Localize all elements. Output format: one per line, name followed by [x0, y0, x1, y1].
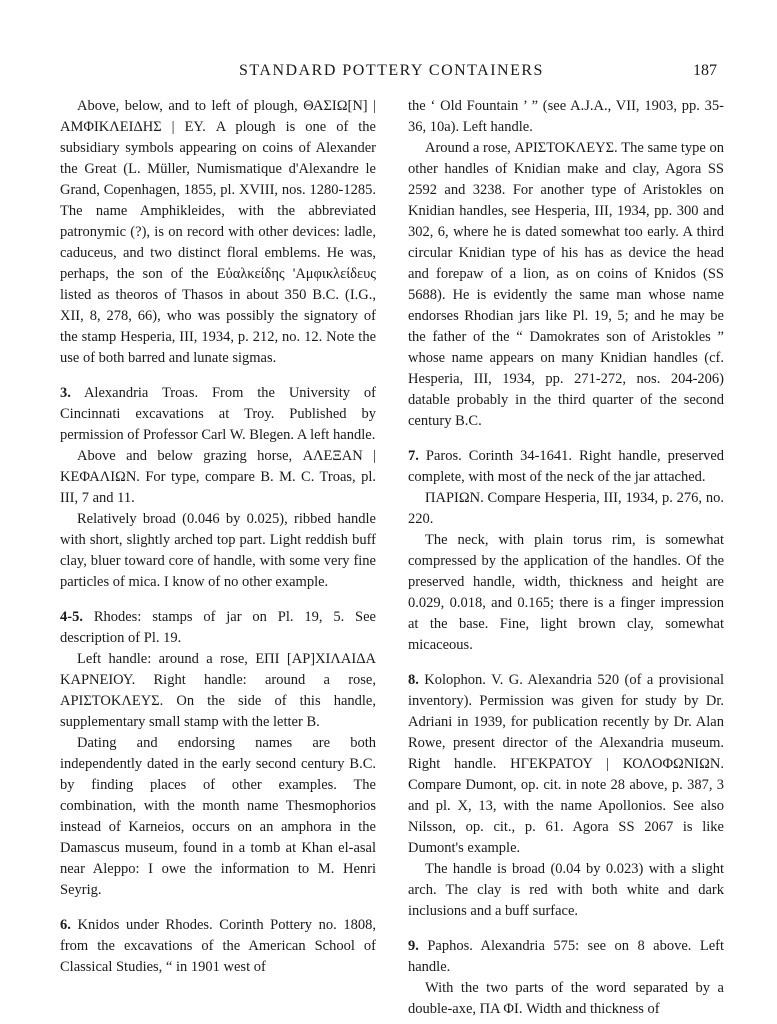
- entry-paragraph: 6. Knidos under Rhodes. Corinth Pottery no. 1808, from the excavations of the American School of Classical Studies, “ in 1901 west of: [60, 917, 376, 975]
- entry-number: 8.: [408, 672, 419, 688]
- running-head: [60, 62, 717, 86]
- entry-paragraph: 4-5. Rhodes: stamps of jar on Pl. 19, 5. See description of Pl. 19.: [60, 609, 376, 646]
- paragraph: Relatively broad (0.046 by 0.025), ribbed handle with short, slightly arched top part. Light reddish buff clay, bluer toward core of handle, with some very fine particles of mica. I know of no other example.: [60, 511, 376, 590]
- entry-number: 7.: [408, 448, 419, 464]
- paragraph: With the two parts of the word separated by a double-axe, ΠΑ ΦΙ. Width and thickness of: [408, 980, 724, 1017]
- entry-paragraph: 7. Paros. Corinth 34-1641. Right handle, preserved complete, with most of the neck of the jar attached.: [408, 448, 724, 485]
- paragraph: Around a rose, ΑΡΙΣΤΟΚΛΕΥΣ. The same type on other handles of Knidian make and clay, Agora SS 2592 and 3238. For another type of Aristokles on Knidian handles, see Hesperia, III, 1934, pp. 300 and 302, 6, where he is dated somewhat too early. A third circular Knidian type of his has as device the head and forepaw of a lion, as on coins of Knidos (SS 5688). He is evidently the same man whose name endorses Rhodian jars like Pl. 19, 5; and he may be the father of the “ Damokrates son of Aristokles ” whose name appears on many Knidian handles (cf. Hesperia, III, 1934, pp. 271-272, nos. 204-206) datable probably in the third quarter of the second century B.C.: [408, 140, 724, 429]
- entry-number: 3.: [60, 385, 71, 401]
- entry-paragraph: 8. Kolophon. V. G. Alexandria 520 (of a provisional inventory). Permission was given for study by Dr. Adriani in 1939, for publication recently by Dr. Alan Rowe, present director of the Alexandria museum. Right handle. ΗΓΕΚΡΑΤΟΥ | ΚΟΛΟΦΩΝΙΩΝ. Compare Dumont, op. cit. in note 28 above, p. 387, 3 and pl. X, 13, with the name Apollonios. See also Nilsson, op. cit., p. 61. Agora SS 2067 is like Dumont's example.: [408, 672, 724, 856]
- entry-paragraph: 3. Alexandria Troas. From the University of Cincinnati excavations at Troy. Published by permission of Professor Carl W. Blegen. A left handle.: [60, 385, 376, 443]
- entry-number: 6.: [60, 917, 71, 933]
- paragraph: The neck, with plain torus rim, is somewhat compressed by the application of the handles. Of the preserved handle, width, thickness and height are 0.029, 0.018, and 0.165; there is a finger impression at the base. Fine, light brown clay, somewhat micaceous.: [408, 532, 724, 653]
- paragraph: Above and below grazing horse, ΑΛΕΞΑΝ | ΚΕΦΑΛΙΩΝ. For type, compare B. M. C. Troas, pl. III, 7 and 11.: [60, 448, 376, 506]
- paragraph: Dating and endorsing names are both independently dated in the early second century B.C. by finding places of other examples. The combination, with the month name Thesmophorios instead of Karneios, occurs on an amphora in the Damascus museum, found in a tomb at Khan el-asal near Aleppo: I owe the information to M. Henri Seyrig.: [60, 735, 376, 898]
- running-title: STANDARD POTTERY CONTAINERS: [239, 62, 544, 79]
- entry-paragraph: 9. Paphos. Alexandria 575: see on 8 above. Left handle.: [408, 938, 724, 975]
- entry-number: 9.: [408, 938, 419, 954]
- page-number: 187: [693, 62, 717, 79]
- paragraph: Above, below, and to left of plough, ΘΑΣΙΩ[Ν] | ΑΜΦΙΚΛΕΙΔΗΣ | ΕΥ. A plough is one of the subsidiary symbols appearing on coins of Alexander the Great (L. Müller, Numismatique d'Alexandre le Grand, Copenhagen, 1855, pl. XVIII, nos. 1280-1285. The name Amphikleides, with the abbreviated patronymic (?), is on record with other devices: ladle, caduceus, and two distinct floral emblems. He was, perhaps, the son of the Εὐαλκείδης 'Αμφικλείδευς listed as theoros of Thasos in about 350 B.C. (I.G., XII, 8, 278, 66), who was possibly the signatory of the stamp Hesperia, III, 1934, p. 212, no. 12. Note the use of both barred and lunate sigmas.: [60, 98, 376, 366]
- paragraph: Left handle: around a rose, ΕΠΙ [ΑΡ]ΧΙΛΑΙΔΑ ΚΑΡΝΕΙΟΥ. Right handle: around a rose, ΑΡΙΣΤΟΚΛΕΥΣ. On the side of this handle, supplementary small stamp with the letter B.: [60, 651, 376, 730]
- entry-number: 4-5.: [60, 609, 83, 625]
- paragraph: The handle is broad (0.04 by 0.023) with a slight arch. The clay is red with both white and dark inclusions and a buff surface.: [408, 861, 724, 919]
- right-column: [408, 96, 724, 1017]
- left-column: [60, 96, 376, 996]
- paragraph: the ‘ Old Fountain ’ ” (see A.J.A., VII, 1903, pp. 35-36, 10a). Left handle.: [408, 98, 724, 135]
- text-columns: [60, 96, 724, 1017]
- paragraph: ΠΑΡΙΩΝ. Compare Hesperia, III, 1934, p. 276, no. 220.: [408, 490, 724, 527]
